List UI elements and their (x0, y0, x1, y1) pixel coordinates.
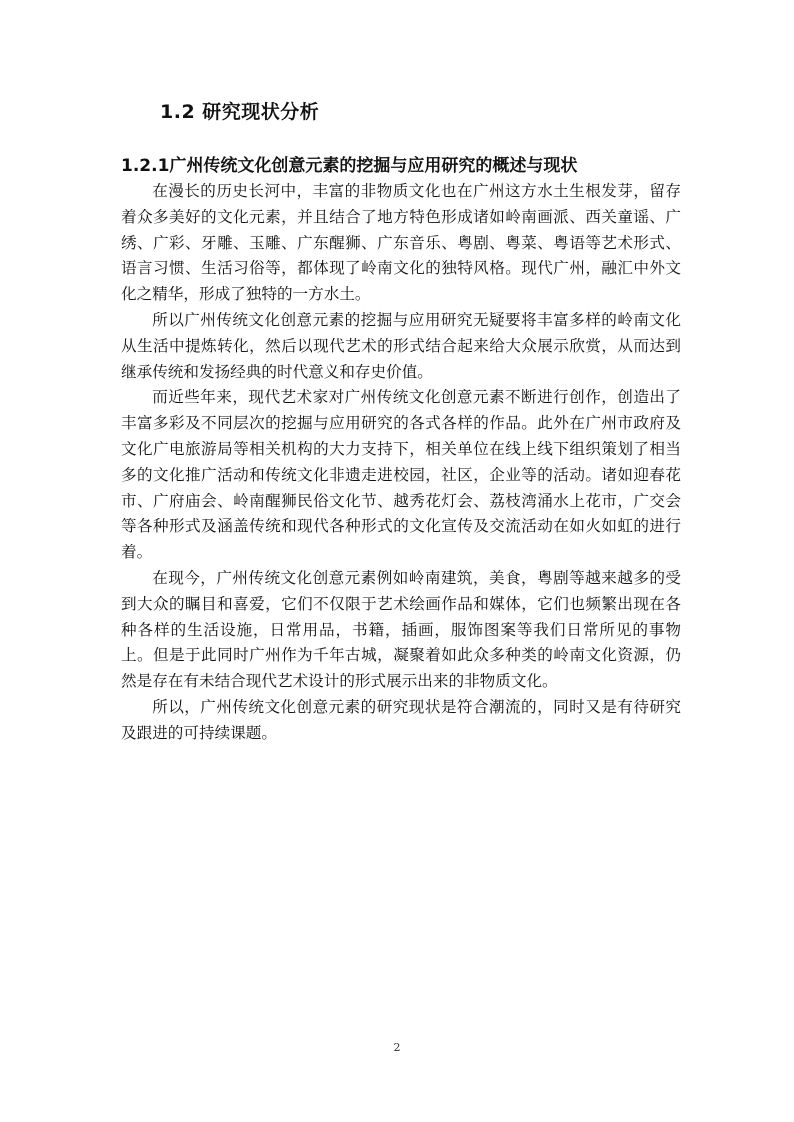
body-text (121, 179, 681, 747)
paragraph: 所以，广州传统文化创意元素的研究现状是符合潮流的，同时又是有待研究及跟进的可持续课题。 (121, 697, 681, 742)
subsection-heading: 1.2.1广州传统文化创意元素的挖掘与应用研究的概述与现状 (121, 156, 578, 176)
paragraph: 在现今，广州传统文化创意元素例如岭南建筑，美食，粤剧等越来越多的受到大众的瞩目和喜爱，它们不仅限于艺术绘画作品和媒体，它们也频繁出现在各种各样的生活设施，日常用品，书籍，插画，服饰图案等我们日常所见的事物上。但是于此同时广州作为千年古城，凝聚着如此众多种类的岭南文化资源，仍然是存在有未结合现代艺术设计的形式展示出来的非物质文化。 (121, 568, 681, 691)
paragraph: 而近些年来，现代艺术家对广州传统文化创意元素不断进行创作，创造出了丰富多彩及不同层次的挖掘与应用研究的各式各样的作品。此外在广州市政府及文化广电旅游局等相关机构的大力支持下，相关单位在线上线下组织策划了相当多的文化推广活动和传统文化非遗走进校园，社区，企业等的活动。诸如迎春花市、广府庙会、岭南醒狮民俗文化节、越秀花灯会、荔枝湾涌水上花市，广交会等各种形式及涵盖传统和现代各种形式的文化宣传及交流活动在如火如虹的进行着。 (121, 388, 681, 562)
section-heading: 1.2 研究现状分析 (160, 101, 320, 123)
page-number: 2 (393, 1041, 401, 1054)
paragraph: 在漫长的历史长河中，丰富的非物质文化也在广州这方水土生根发芽，留存着众多美好的文化元素，并且结合了地方特色形成诸如岭南画派、西关童谣、广绣、广彩、牙雕、玉雕、广东醒狮、广东音乐、粤剧、粤菜、粤语等艺术形式、语言习惯、生活习俗等，都体现了岭南文化的独特风格。现代广州，融汇中外文化之精华，形成了独特的一方水土。 (121, 182, 681, 304)
paragraph: 所以广州传统文化创意元素的挖掘与应用研究无疑要将丰富多样的岭南文化从生活中提炼转化，然后以现代艺术的形式结合起来给大众展示欣赏，从而达到继承传统和发扬经典的时代意义和存史价值。 (121, 310, 681, 381)
